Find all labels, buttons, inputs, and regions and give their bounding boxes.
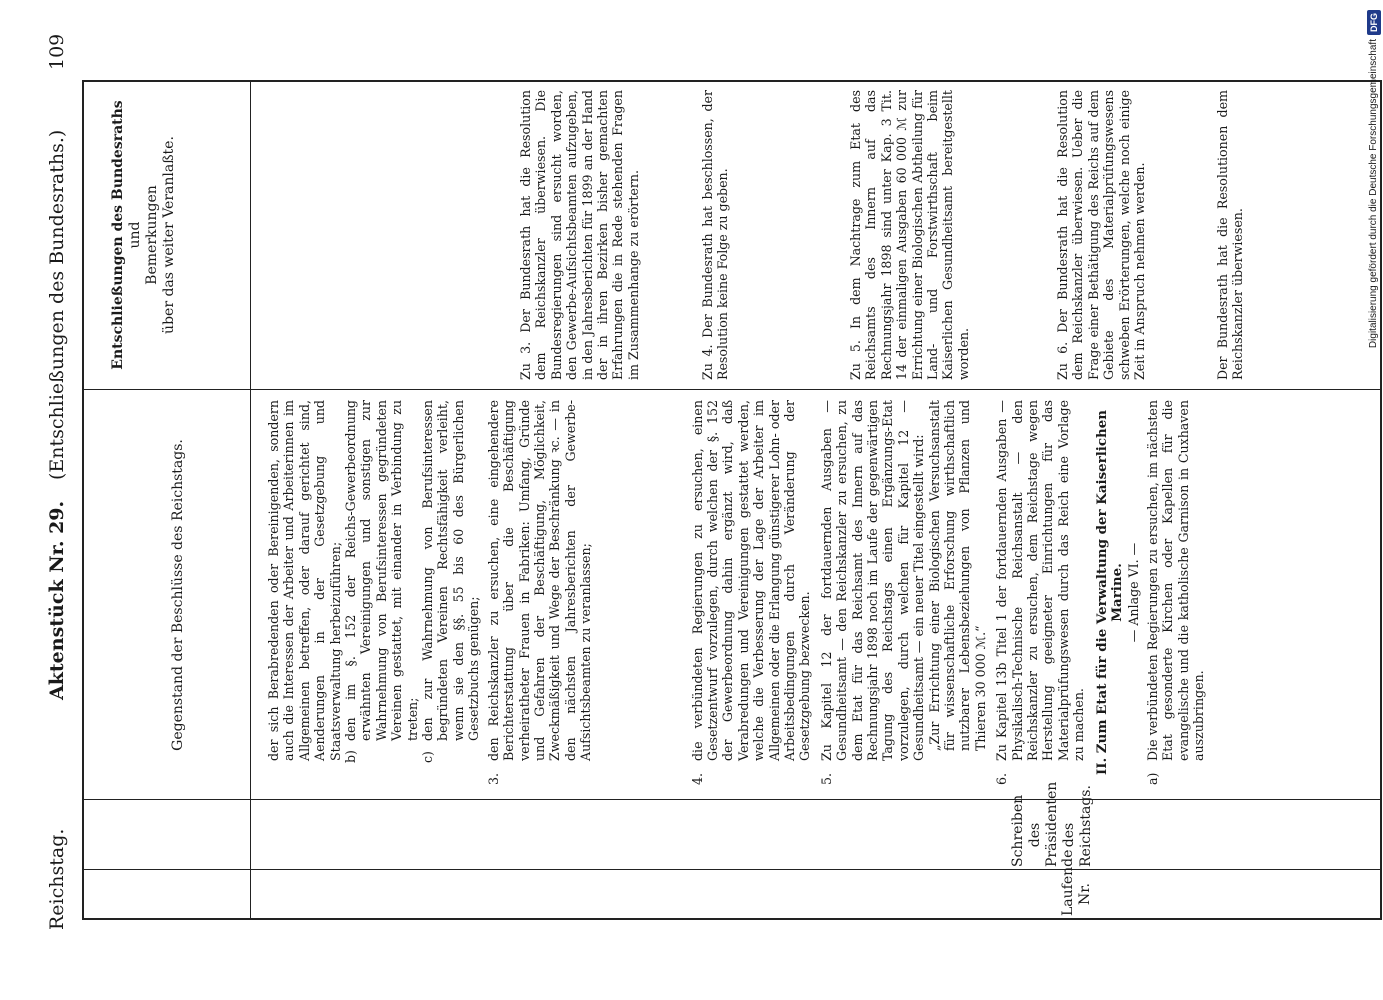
item-text: den zur Wahrnehmung von Berufsinteressen begründeten Vereinen Rechtsfähigkeit verleiht, wenn sie den §§. 55 bis 60 des Bürgerlichen Gesetzbuchs genügen; [420, 400, 482, 741]
resolution-item-4 [690, 400, 813, 785]
item-text: die verbündeten Regierungen zu ersuchen, einen Gesetzentwurf vorzulegen, durch welchen der §. 152 der Gewerbeordnung dahin ergänzt wird, daß Verabredungen und Vereinigungen gestattet werden, welche die Verbesserung der Lage der Arbeiter im Allgemeinen oder die Erlangung günstigerer Lohn- oder Arbeitsbedingungen durch Veränderung der Gesetzgebung bezwecken. [689, 400, 813, 761]
column-divider-1 [82, 869, 1382, 870]
item-number: 4. [689, 772, 705, 785]
item-number: 5. [818, 772, 834, 785]
decision-IIa: Der Bundesrath hat die Resolutionen dem Reichskanzler überwiesen. [1215, 90, 1246, 380]
item-label: c) [420, 751, 436, 763]
decisions-head-line2: und [127, 221, 143, 249]
resolution-item-b [343, 400, 420, 785]
digitization-note-text: Digitalisierung gefördert durch die Deutsche Forschungsgemeinschaft [1368, 39, 1379, 349]
resolution-item-5 [819, 400, 927, 785]
decision-zu-6: Zu 6. Der Bundesrath hat die Resolution dem Reichskanzler überwiesen. Ueber die Frage einer Bethätigung des Reichs auf dem Gebiete des Materialprüfungswesens schweben Erörterungen, welche noch einige Zeit in Anspruch nehmen werden. [1055, 90, 1148, 380]
section-II-heading: II. Zum Etat für die Verwaltung der Kaiserlichen Marine. [1093, 409, 1126, 776]
item-text: den im §. 152 der Reichs-Gewerbeordnung erwähnten Vereinigungen und sonstigen zur Wahrnehmung von Berufsinteressen gegründeten Vereinen gestattet, mit einander in Verbindung zu treten; [343, 400, 420, 741]
item-text: den Reichskanzler zu ersuchen, eine eingehendere Berichterstattung über die Beschäftigung verheiratheter Frauen in Fabriken: Umfang, Gründe und Gefahren der Beschäftigung, Möglichkeit, Zweckmäßigkeit und Wege der Beschränkung ꝛc. — in den nächsten Jahresberichten der Gewerbe-Aufsichtsbeamten zu veranlassen; [485, 400, 594, 761]
header-subtitle: (Entschließungen des Bundesraths.) [46, 129, 68, 480]
resolution-item-5-quote: „Zur Errichtung einer Biologischen Versuchsanstalt für wissenschaftliche Erforschung wirthschaftlich nutzbarer Lebensbeziehungen von Pflanzen und Thieren 30 000 ℳ.“ [926, 400, 988, 751]
item-number: 3. [485, 772, 501, 785]
decision-zu-4: Zu 4. Der Bundesrath hat beschlossen, der Resolution keine Folge zu geben. [700, 90, 731, 380]
item-label: b) [343, 750, 359, 763]
column-head-letter: Schreiben des Präsidenten des Reichstags. [1010, 781, 1094, 867]
header-row-divider [250, 80, 251, 920]
resolution-continuation: der sich Berabredenden oder Bereinigenden, sondern auch die Interessen der Arbeiter und Arbeiterinnen im Allgemeinen betreffen, oder darauf gerichtet sind, Aenderungen in der Gesetzgebung und Staatsverwaltung herbeizuführen; [266, 400, 343, 761]
item-text: Zu Kapitel 13b Titel 1 der fortdauernden Ausgaben — Physikalisch-Technische Reichsanstalt — den Reichskanzler zu ersuchen, dem Reichstage wegen Herstellung geeigneter Einrichtungen für das Materialprüfungswesen durch das Reich eine Vorlage zu machen. [994, 400, 1087, 761]
decision-zu-5: Zu 5. In dem Nachtrage zum Etat des Reichsamts des Innern auf das Rechnungsjahr 1898 sind unter Kap. 3 Tit. 14 der einmaligen Ausgaben 60 000 ℳ zur Errichtung einer Biologischen Abtheilung für Land- und Forstwirthschaft beim Kaiserlichen Gesundheitsamt bereitgestellt worden. [848, 90, 971, 380]
decisions-head-line3: Bemerkungen [144, 185, 160, 285]
column-head-number: Laufende Nr. [1060, 849, 1093, 916]
resolution-item-IIa [1145, 400, 1207, 785]
page-number: 109 [46, 33, 68, 70]
digitization-note [1367, 10, 1381, 990]
column-divider-3 [82, 389, 1382, 390]
section-II-subheading: — Anlage VI. — [1125, 542, 1141, 643]
decision-zu-3: Zu 3. Der Bundesrath hat die Resolution dem Reichskanzler überwiesen. Die Bundesregierungen sind ersucht worden, den Gewerbe-Aufsichtsbeamten aufzugeben, in den Jahresberichten für 1899 an der Hand der in ihren Bezirken bisher gemachten Erfahrungen die in Rede stehenden Fragen im Zusammenhange zu erörtern. [518, 90, 641, 380]
column-divider-2 [82, 799, 1382, 800]
decisions-head-line4: über das weiter Veranlaßte. [161, 136, 177, 334]
resolution-item-6 [994, 400, 1086, 785]
item-text: Zu Kapitel 12 der fortdauernden Ausgaben — Gesundheitsamt — den Reichskanzler zu ersuchen, zu dem Etat für das Reichsamt des Innern auf das Rechnungsjahr 1898 noch im Laufe der gegenwärtigen Tagung des Reichstags einen Ergänzungs-Etat vorzulegen, durch welchen für Kapitel 12 — Gesundheitsamt — ein neuer Titel eingestellt wird: [818, 400, 927, 761]
item-label: a) [1144, 772, 1160, 785]
column-head-decisions [110, 90, 178, 380]
item-number: 6. [994, 772, 1010, 785]
resolution-item-3 [486, 400, 594, 785]
item-text: Die verbündeten Regierungen zu ersuchen, im nächsten Etat gesonderte Kirchen oder Kapellen für die evangelische und die katholische Garnison in Cuxhaven auszubringen. [1144, 400, 1207, 761]
column-head-subject: Gegenstand der Beschlüsse des Reichstags. [170, 439, 186, 751]
dfg-logo: DFG [1367, 10, 1381, 35]
subject-column [266, 400, 1207, 785]
header-reichstag: Reichstag. [46, 828, 68, 930]
decisions-head-line1: Entschließungen des Bundesraths [110, 100, 126, 370]
header-title: Aktenstück Nr. 29. [46, 500, 68, 700]
resolution-item-c [420, 400, 482, 785]
